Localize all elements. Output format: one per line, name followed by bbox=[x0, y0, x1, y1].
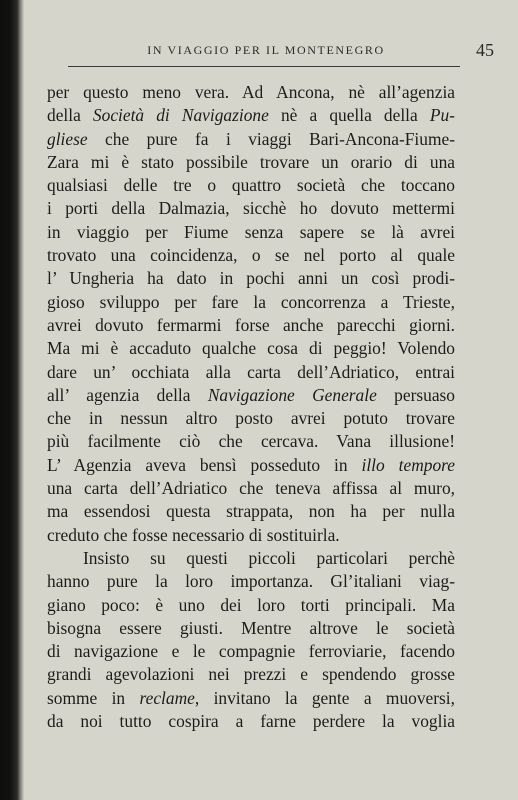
line-text: , invitano la gente a muoversi, bbox=[194, 687, 455, 708]
text-line bbox=[47, 314, 455, 337]
page-number: 45 bbox=[476, 40, 494, 60]
line-text: di navigazione e le compagnie ferroviarie, facendo bbox=[47, 641, 455, 662]
line-text: qualsiasi delle tre o quattro società che toccano bbox=[47, 175, 455, 196]
line-text: Zara mi è stato possibile trovare un orario di una bbox=[47, 151, 455, 172]
text-line bbox=[47, 477, 455, 500]
text-line bbox=[47, 500, 455, 523]
text-line bbox=[47, 221, 455, 244]
line-text: una carta dell’Adriatico che teneva affissa al muro, bbox=[47, 478, 455, 499]
line-text: bisogna essere giusti. Mentre altrove le società bbox=[47, 617, 455, 638]
text-line bbox=[47, 361, 455, 384]
italic-text: Pu- bbox=[429, 105, 455, 126]
line-text: che pure fa i viaggi Bari-Ancona-Fiume- bbox=[87, 128, 455, 149]
line-text: gioso sviluppo per fare la concorrenza a Trieste, bbox=[47, 291, 455, 312]
text-line bbox=[47, 454, 455, 477]
line-text: hanno pure la loro importanza. Gl’italiani viag- bbox=[47, 571, 455, 592]
line-text: che in nessun altro posto avrei potuto trovare bbox=[47, 408, 455, 429]
line-text: somme in bbox=[47, 687, 140, 708]
text-line bbox=[47, 197, 455, 220]
text-line bbox=[47, 524, 455, 547]
line-text: dare un’ occhiata alla carta dell’Adriatico, entrai bbox=[47, 361, 455, 382]
text-line bbox=[47, 407, 455, 430]
line-text: per questo meno vera. Ad Ancona, nè all’agenzia bbox=[47, 82, 455, 102]
line-text: nè a quella della bbox=[268, 105, 430, 126]
text-line bbox=[47, 244, 455, 267]
text-line bbox=[47, 337, 455, 360]
text-line bbox=[47, 384, 455, 407]
line-text: della bbox=[47, 105, 93, 126]
text-line bbox=[47, 291, 455, 314]
line-text: più facilmente ciò che cercava. Vana illusione! bbox=[47, 431, 455, 452]
text-line bbox=[47, 174, 455, 197]
text-line bbox=[47, 640, 455, 663]
text-line bbox=[47, 104, 455, 127]
text-line bbox=[47, 81, 455, 104]
body-text bbox=[47, 81, 455, 733]
line-text: in viaggio per Fiume senza sapere se là avrei bbox=[47, 221, 455, 242]
line-text: trovato una coincidenza, o se nel porto al quale bbox=[47, 245, 455, 266]
italic-text: Navigazione Generale bbox=[207, 384, 377, 405]
text-line bbox=[47, 151, 455, 174]
page-header bbox=[64, 40, 498, 64]
text-line bbox=[47, 710, 455, 733]
italic-text: gliese bbox=[47, 128, 88, 149]
book-page bbox=[24, 0, 518, 800]
running-head: IN VIAGGIO PER IL MONTENEGRO bbox=[147, 43, 385, 57]
line-text: da noi tutto cospira a farne perdere la voglia bbox=[47, 711, 455, 732]
line-text: all’ agenzia della bbox=[47, 384, 208, 405]
header-rule bbox=[68, 66, 460, 67]
line-text: Insisto su questi piccoli particolari perchè bbox=[83, 547, 455, 568]
line-text: i porti della Dalmazia, sicchè ho dovuto mettermi bbox=[47, 198, 455, 219]
line-text: persuaso bbox=[376, 384, 456, 405]
text-line bbox=[47, 687, 455, 710]
text-line bbox=[47, 570, 455, 593]
line-text: avrei dovuto fermarmi forse anche parecchi giorni. bbox=[47, 314, 455, 335]
text-line bbox=[47, 267, 455, 290]
italic-text: illo tempore bbox=[361, 454, 455, 475]
line-text: ma essendosi questa strappata, non ha per nulla bbox=[47, 501, 455, 522]
text-line bbox=[47, 547, 455, 570]
line-text: giano poco: è uno dei loro torti principali. Ma bbox=[47, 594, 455, 615]
line-text: creduto che fosse necessario di sostituirla. bbox=[47, 524, 340, 545]
text-line bbox=[47, 594, 455, 617]
text-line bbox=[47, 430, 455, 453]
line-text: grandi agevolazioni nei prezzi e spendendo grosse bbox=[47, 664, 455, 685]
book-binding-edge bbox=[0, 0, 24, 800]
text-line bbox=[47, 128, 455, 151]
line-text: l’ Ungheria ha dato in pochi anni un così prodi- bbox=[47, 268, 455, 289]
line-text: Ma mi è accaduto qualche cosa di peggio! Volendo bbox=[47, 338, 455, 359]
text-line bbox=[47, 663, 455, 686]
line-text: L’ Agenzia aveva bensì posseduto in bbox=[47, 454, 362, 475]
italic-text: Società di Navigazione bbox=[92, 105, 269, 126]
text-line bbox=[47, 617, 455, 640]
italic-text: reclame bbox=[139, 687, 195, 708]
